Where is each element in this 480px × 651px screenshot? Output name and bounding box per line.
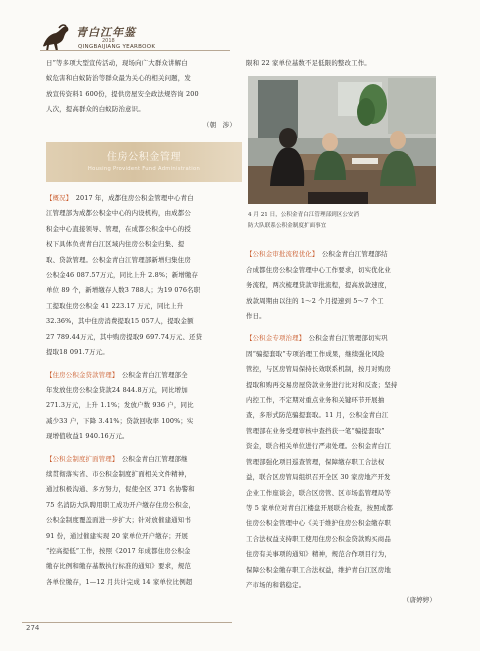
- caption-line: 4 月 21 日，公积金青白江管理部到区公安消: [248, 212, 360, 218]
- loan-line: 271.3万元，上升 1.1%；发放户数 936 户，同比: [46, 401, 194, 410]
- overview-heading: 【概况】: [46, 194, 70, 203]
- page-number: 274: [26, 624, 40, 632]
- overview-line: 提取18 091.7万元。: [46, 348, 109, 357]
- overview-line: 32.36%，其中住房消费提取15 057人，提取金额: [46, 317, 194, 326]
- reform-line: “控高提低”工作，按照《2017 年成都住房公积金: [46, 546, 191, 555]
- intro-line: 日”等多项大型宣传活动，现场向广大群众讲解白: [46, 59, 188, 67]
- loan-first-line: 【住房公积金贷款管理】 公积金青白江管理部全: [46, 370, 188, 379]
- photo-caption: [248, 210, 438, 232]
- reform-line: 通过积极沟通、多方努力，促使全区 371 名协警和: [46, 485, 195, 494]
- section-banner: [46, 142, 242, 182]
- intro-line: 人次，提高群众的白蚁防治意识。: [46, 105, 145, 114]
- intro-line: 蚁危害和白蚁防治等群众最为关心的相关问题，发: [46, 74, 191, 83]
- yearbook-title: 青白江年鉴: [76, 26, 136, 39]
- loan-heading: 【住房公积金贷款管理】: [46, 370, 116, 379]
- reform-line: 91 份，通过催建实现 20 家单位开户缴存；开展: [46, 531, 189, 540]
- overview-line: 公积金46 087.57万元，同比上升 2.8%；新增缴存: [46, 271, 199, 280]
- footer-divider: [22, 622, 232, 623]
- loan-line: 年发放住房公积金贷款24 844.8万元，同比增加: [46, 385, 188, 394]
- audit-line: 放款周期由以往的 1～2 个月提速到 5～7 个工: [246, 296, 384, 305]
- special-line: 住房公积金管理中心《关于维护住房公积金缴存职: [246, 519, 391, 528]
- audit-line: 务流程，两次梳理贷款审批流程，提高放款速度，: [246, 281, 391, 290]
- reform-first-line: 【公积金制度扩面管理】 公积金青白江管理部继: [46, 454, 188, 463]
- special-line: 内控工作，不定期对重点业务和关键环节开展抽: [246, 396, 385, 405]
- special-line: 管理部在业务受理审核中查挡获一笔“骗提套取”: [246, 426, 385, 435]
- reform-line: 续贯彻落实省、市公积金制度扩面相关文件精神，: [46, 469, 191, 478]
- intro-line: 放宣传资料1 600份，提供房屋安全政法规咨询 200: [46, 89, 199, 98]
- yearbook-year: 2018: [102, 38, 115, 44]
- page-header: [40, 22, 200, 58]
- section-subtitle: Housing Provident Fund Administration: [87, 166, 201, 172]
- reform-line: 缴存比例和缴存基数执行标准的通知》要求，规范: [46, 562, 191, 571]
- overview-line: 江管理部为成都公积金中心的内设机构，由成都公: [46, 209, 191, 218]
- special-line: 查，多形式防范骗提套取。11 月，公积金青白江: [246, 411, 389, 420]
- office-meeting-photo: [248, 76, 436, 204]
- special-line: 等 5 家单位对青白江楼盘开展联合检查，按照成都: [246, 503, 393, 512]
- reform-line: 各单位缴存，1—12 月共计完成 14 家单位比例超: [46, 577, 193, 586]
- yearbook-subtitle: QINGBAIJIANG YEARBOOK: [78, 44, 156, 50]
- special-line: 固“骗提套取”专项治理工作成果，继续强化风险: [246, 349, 385, 358]
- reform-line: 75 名消防大队聘用职工成功开户缴存住房公积金，: [46, 500, 196, 509]
- reform-line: 公积金制度覆盖面进一步扩大；针对放催建通知书: [46, 516, 191, 525]
- special-line: 工合法权益支持职工使用住房公积金贷款购买商品: [246, 534, 391, 543]
- special-line: 益，联合区房管局组织召开全区 30 家房地产开发: [246, 473, 391, 482]
- special-line: 企业工作座谈会，联合区房管、区市场监管理局等: [246, 488, 391, 497]
- loan-line: 现增值收益1 940.16万元。: [46, 432, 129, 441]
- audit-first-line: 【公积金审批流程优化】 公积金青白江管理部结: [246, 250, 388, 259]
- overview-line: 积金中心直接领导、管理，在成都公积金中心的授: [46, 224, 191, 233]
- special-line: 提取和购再交易房屋贷款业务进行比对和反查；坚持: [246, 380, 398, 389]
- special-line: 产市场的和谐稳定。: [246, 580, 306, 589]
- overview-line: 权下具体负责青白江区域内住房公积金归集、提: [46, 240, 185, 249]
- overview-line: 工提取住房公积金 41 223.17 万元，同比上升: [46, 301, 184, 310]
- overview-line: 单位 89 个，新增缴存人数3 788人；为19 076名职: [46, 286, 201, 295]
- left-column: [46, 56, 242, 590]
- special-first-line: 【公积金专项治理】 公积金青白江管理部切实巩: [246, 334, 388, 343]
- special-line: 保障公积金缴存职工合法权益，维护青白江区房地: [246, 565, 391, 574]
- overview-line: 取、贷款管理。公积金青白江管理部新增归集住房: [46, 255, 191, 264]
- header-divider: [40, 50, 230, 51]
- intro-signature: （朝 涉）: [203, 120, 236, 129]
- audit-heading: 【公积金审批流程优化】: [246, 250, 316, 259]
- audit-line: 作日。: [246, 312, 266, 321]
- special-signature: （唐婷婷）: [403, 596, 436, 605]
- loan-line: 减少33 户，下降 3.41%；贷款回收率 100%；实: [46, 416, 194, 425]
- audit-line: 合成都住房公积金管理中心工作要求，切实优化业: [246, 265, 391, 274]
- special-line: 资金，联合相关单位进行严肃处理。公积金青白江: [246, 442, 391, 451]
- overview-line: 27 789.44万元，其中购房提取9 697.74万元、还贷: [46, 332, 203, 341]
- special-line: 管控，与区房管局保持长效联系机制，按月对购房: [246, 365, 391, 374]
- special-line: 住房有关事项的通知》精神，规范合作项目行为，: [246, 550, 391, 559]
- continuation-line: 限和 22 家单位基数不足低限的整改工作。: [246, 59, 371, 67]
- photo-illustration: [248, 76, 436, 204]
- overview-first-line: 【概况】 2017 年，成都住房公积金管理中心青白: [46, 194, 194, 203]
- reform-heading: 【公积金制度扩面管理】: [46, 454, 116, 463]
- caption-line: 防大队联系公积金制度扩面事宜: [248, 223, 327, 229]
- special-heading: 【公积金专项治理】: [246, 334, 303, 343]
- special-line: 管理部强化项目巡查管理，保障缴存职工合法权: [246, 457, 385, 466]
- section-title: 住房公积金管理: [106, 152, 182, 163]
